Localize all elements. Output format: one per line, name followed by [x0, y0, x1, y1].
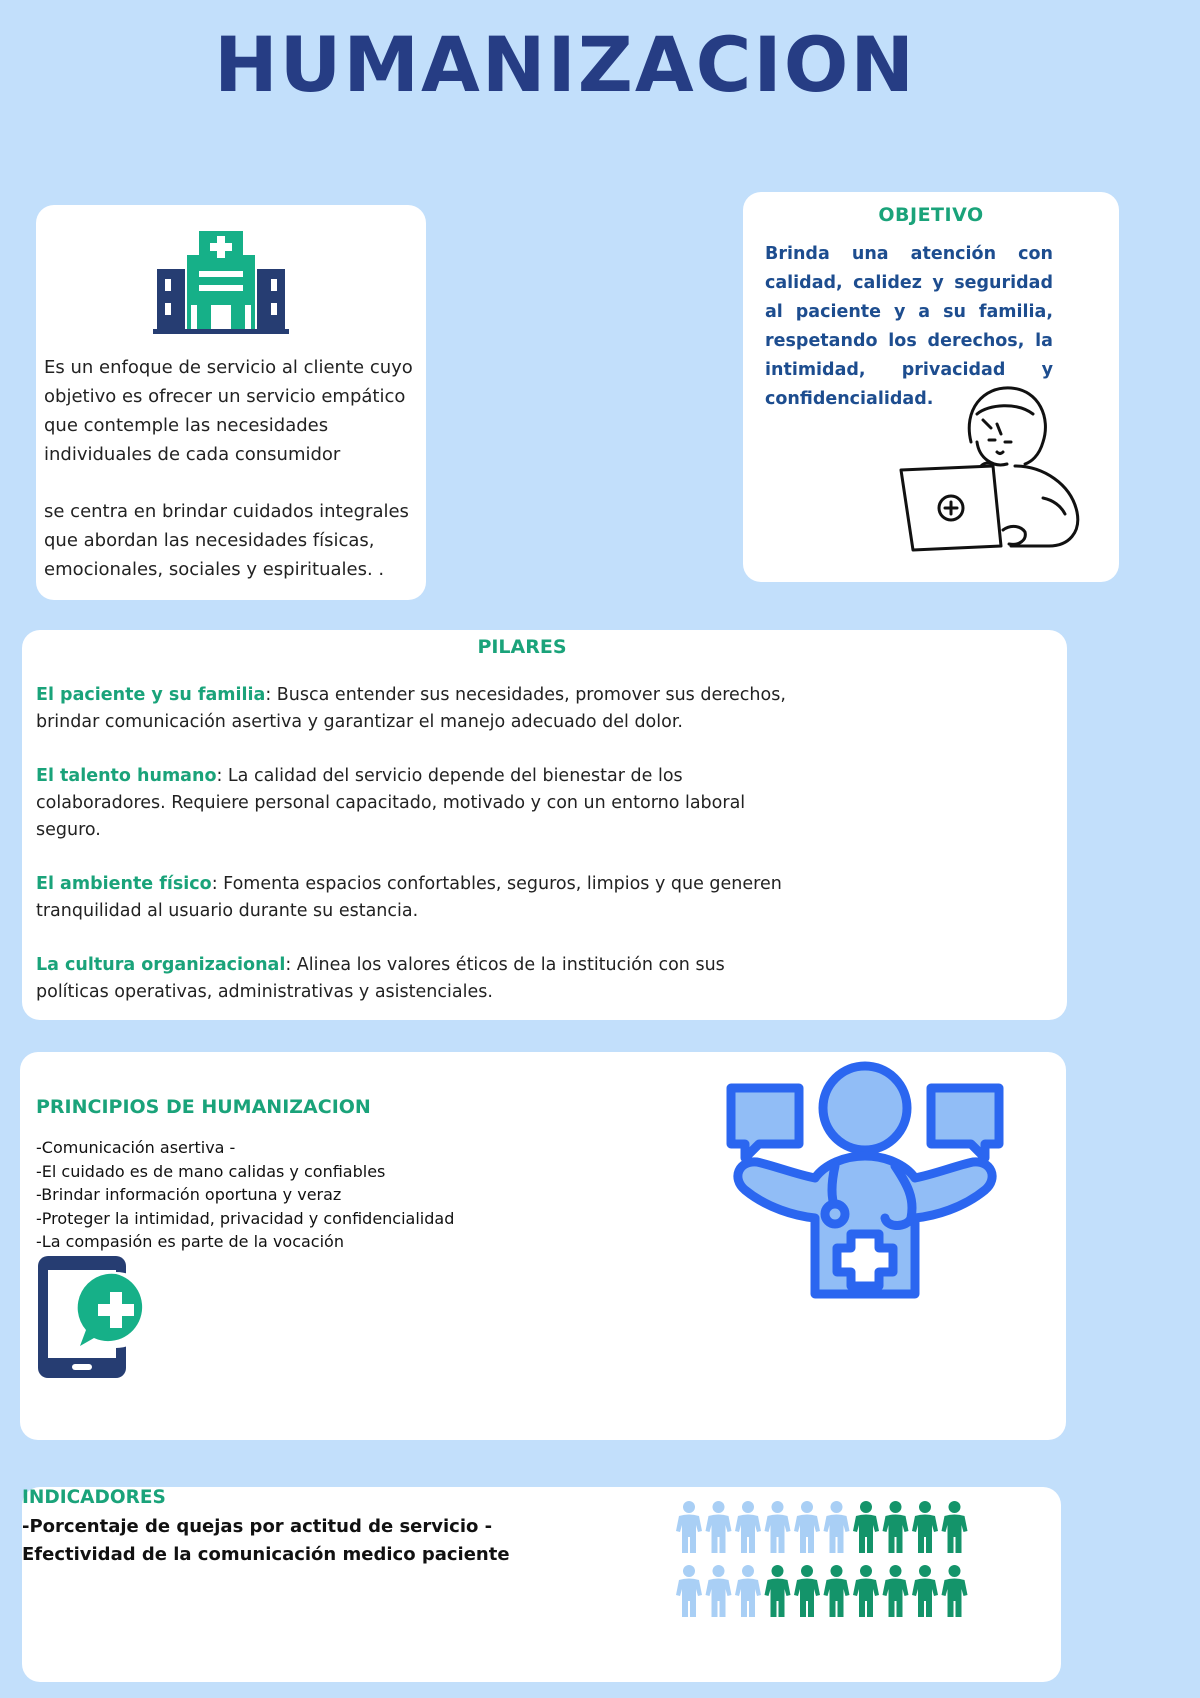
indicadores-card	[22, 1487, 1061, 1682]
person-icon	[883, 1565, 909, 1617]
indicadores-text: -Porcentaje de quejas por actitud de servicio - Efectividad de la comunicación medico paciente	[22, 1516, 510, 1565]
principio-item: -El cuidado es de mano calidas y confiables	[36, 1161, 386, 1181]
pilar-item: El talento humano: La calidad del servicio depende del bienestar de los colaboradores. Requiere personal capacitado, motivado y con un entorno laboral seguro.	[36, 766, 746, 840]
mobile-health-icon	[36, 1254, 158, 1380]
intro-paragraph-1: Es un enfoque de servicio al cliente cuyo objetivo es ofrecer un servicio empático que contemple las necesidades individuales de cada consumidor	[44, 357, 413, 465]
doctor-chat-icon	[715, 1058, 1015, 1316]
hospital-icon	[151, 225, 291, 337]
pilar-item: La cultura organizacional: Alinea los valores éticos de la institución con sus políticas operativas, administrativas y asistenciales.	[36, 955, 725, 1002]
person-icon	[883, 1501, 909, 1553]
principio-item: -Proteger la intimidad, privacidad y confidencialidad	[36, 1208, 455, 1228]
intro-card	[36, 205, 426, 600]
people-chart-icon	[672, 1497, 982, 1622]
person-icon	[942, 1501, 968, 1553]
intro-paragraph-2: se centra en brindar cuidados integrales que abordan las necesidades físicas, emocionales, sociales y espirituales. .	[44, 501, 409, 580]
objetivo-text: Brinda una atención con calidad, calidez y seguridad al paciente y a su familia, respetando los derechos, la intimidad, privacidad y confidencialidad.	[765, 244, 1053, 409]
principio-item: -Brindar información oportuna y veraz	[36, 1185, 342, 1204]
objetivo-title: OBJETIVO	[878, 204, 984, 226]
pilar-item: El ambiente físico: Fomenta espacios confortables, seguros, limpios y que generen tranquilidad al usuario durante su estancia.	[36, 874, 782, 921]
principios-title: PRINCIPIOS DE HUMANIZACION	[36, 1096, 371, 1118]
person-icon	[735, 1565, 761, 1617]
indicadores-title: INDICADORES	[22, 1487, 166, 1508]
person-icon	[824, 1565, 850, 1617]
person-icon	[942, 1565, 968, 1617]
page-title: HUMANIZACION	[214, 20, 916, 109]
person-icon	[676, 1501, 702, 1553]
nurse-laptop-icon	[893, 380, 1083, 555]
person-icon	[853, 1501, 879, 1553]
pilar-item: El paciente y su familia: Busca entender sus necesidades, promover sus derechos, brindar comunicación asertiva y garantizar el manejo adecuado del dolor.	[36, 685, 786, 732]
person-icon	[765, 1501, 791, 1553]
person-icon	[912, 1501, 938, 1553]
person-icon	[824, 1501, 850, 1553]
person-icon	[706, 1565, 732, 1617]
person-icon	[735, 1501, 761, 1553]
pilares-card	[22, 630, 1067, 1020]
person-icon	[853, 1565, 879, 1617]
objetivo-card	[743, 192, 1119, 582]
person-icon	[676, 1565, 702, 1617]
principio-item: -La compasión es parte de la vocación	[36, 1232, 344, 1251]
person-icon	[794, 1501, 820, 1553]
principios-card	[20, 1052, 1066, 1440]
person-icon	[706, 1501, 732, 1553]
person-icon	[794, 1565, 820, 1617]
person-icon	[765, 1565, 791, 1617]
pilares-title: PILARES	[477, 636, 567, 658]
principio-item: -Comunicación asertiva -	[36, 1138, 236, 1157]
person-icon	[912, 1565, 938, 1617]
